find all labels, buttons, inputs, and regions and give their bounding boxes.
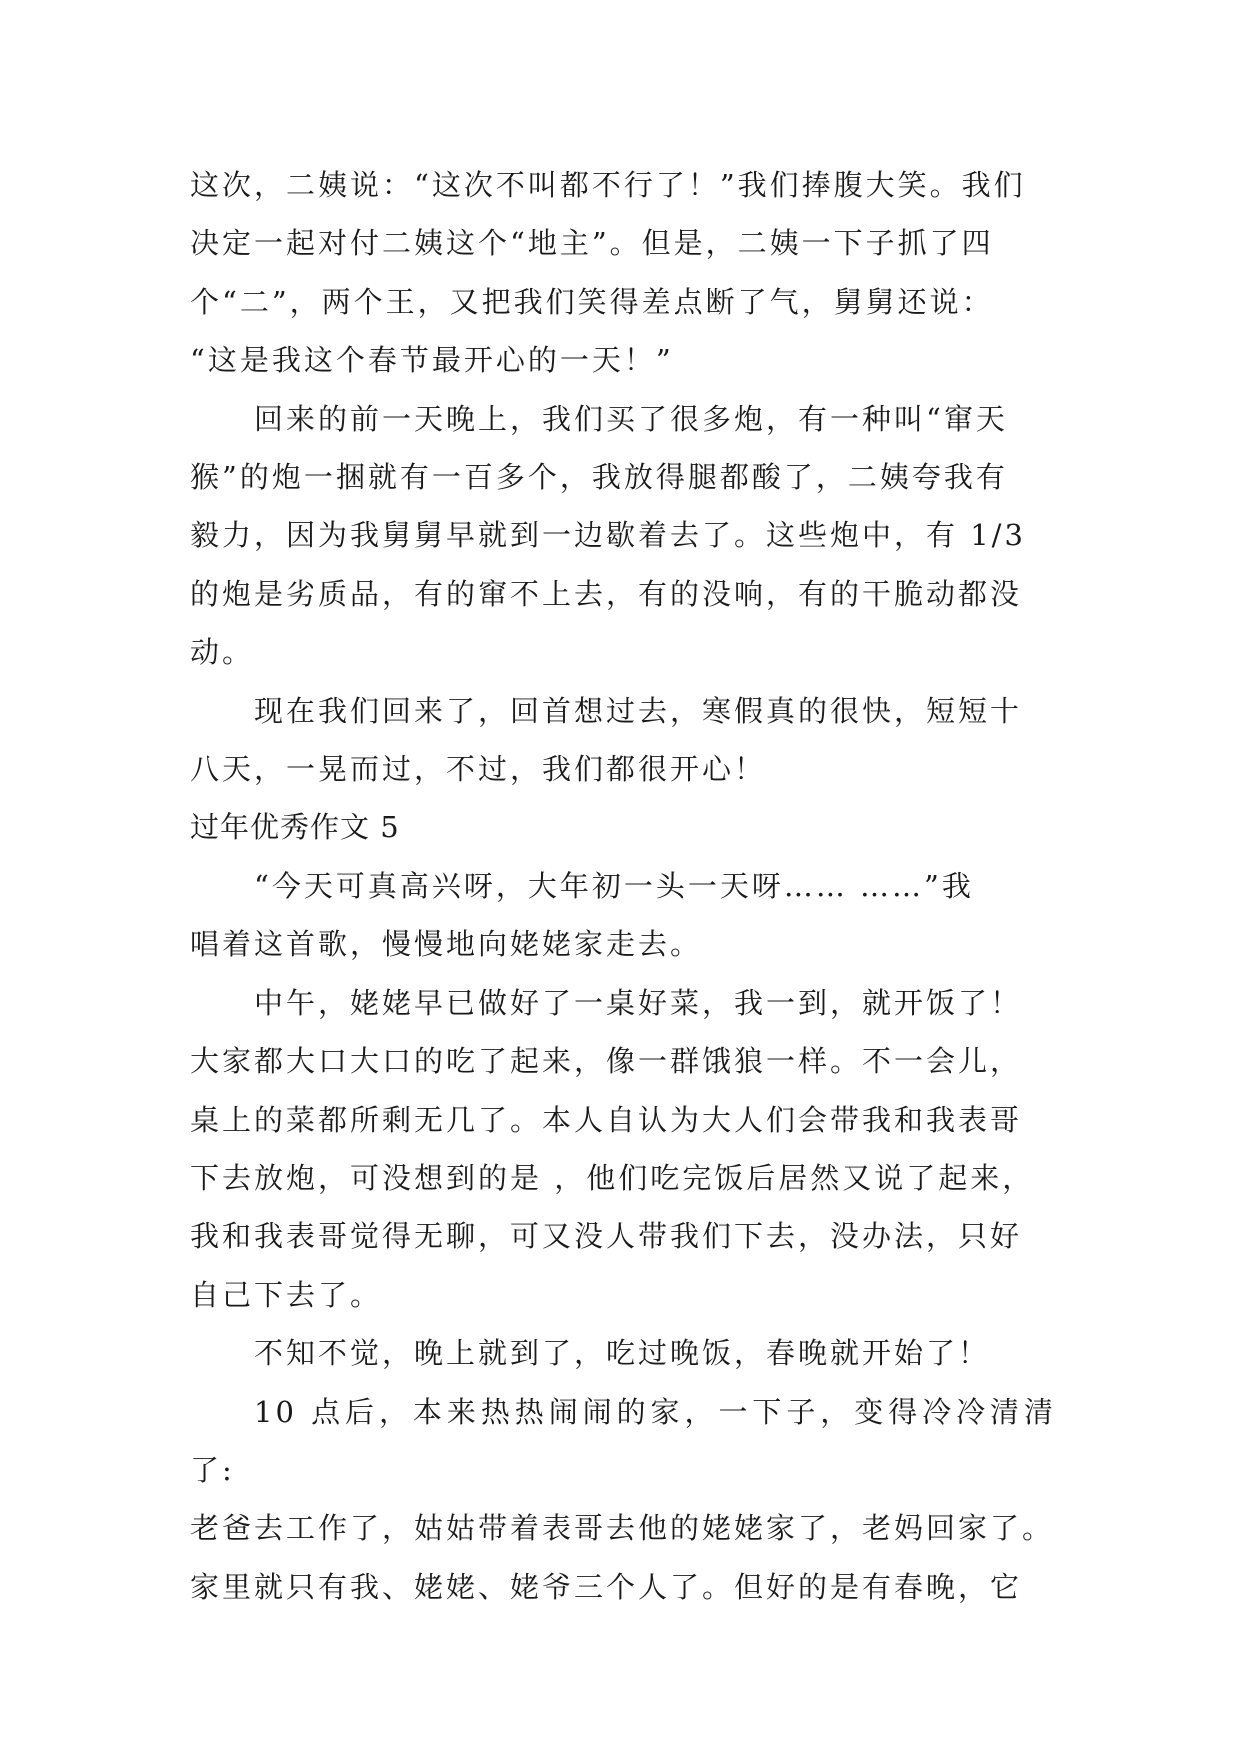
document-body [190,156,1056,1616]
text-line: 回来的前一天晚上，我们买了很多炮，有一种叫“窜天 [254,401,1008,436]
paragraph-return-home [190,682,1056,799]
text-line: 八天，一晃而过，不过，我们都很开心！ [190,752,767,787]
paragraph-lunch [190,974,1056,1324]
text-line: 动。 [190,635,255,670]
paragraph-ten-oclock [190,1383,1056,1617]
text-line: 现在我们回来了，回首想过去，寒假真的很快，短短十 [254,693,1023,728]
text-line: 这次，二姨说：“这次不叫都不行了！”我们捧腹大笑。我们 [190,168,1026,202]
text-line: 个“二”，两个王，又把我们笑得差点断了气，舅舅还说： [190,284,994,319]
text-line: 不知不觉，晚上就到了，吃过晚饭，春晚就开始了！ [254,1336,991,1371]
text-line: 的炮是劣质品，有的窜不上去，有的没响，有的干脆动都没 [190,576,1023,611]
text-line: 家里就只有我、姥姥、姥爷三个人了。但好的是有春晚，它 [190,1569,1023,1604]
text-line: 大家都大口大口的吃了起来，像一群饿狼一样。不一会儿， [190,1044,1023,1079]
text-line: 老爸去工作了，姑姑带着表哥去他的姥姥家了，老妈回家了。 [190,1511,1055,1546]
text-line: 10 点后，本来热热闹闹的家，一下子，变得冷冷清清了: [190,1394,1056,1487]
text-line: 决定一起对付二姨这个“地主”。但是，二姨一下子抓了四 [190,226,994,261]
text-line: “今天可真高兴呀，大年初一头一天呀…… ……”我 [254,868,974,903]
text-line: 自己下去了。 [190,1277,383,1312]
text-line: 中午，姥姥早已做好了一桌好菜，我一到，就开饭了！ [254,985,1023,1020]
text-line: 猴”的炮一捆就有一百多个，我放得腿都酸了，二姨夸我有 [190,460,1008,495]
text-line: 毅力，因为我舅舅早就到一边歇着去了。这些炮中，有 1/3 [190,518,1026,553]
text-line: 唱着这首歌，慢慢地向姥姥家走去。 [190,927,703,962]
text-line: 桌上的菜都所剩无几了。本人自认为大人们会带我和我表哥 [190,1102,1023,1137]
paragraph-spring-gala [190,1324,1056,1382]
text-line: 下去放炮，可没想到的是 ，他们吃完饭后居然又说了起来， [190,1160,1035,1195]
section-title: 过年优秀作文 5 [190,810,400,845]
paragraph-card-game [190,156,1056,390]
text-line: 我和我表哥觉得无聊，可又没人带我们下去，没办法，只好 [190,1219,1023,1254]
paragraph-firecrackers [190,390,1056,682]
paragraph-song [190,857,1056,974]
text-line: “这是我这个春节最开心的一天！” [190,343,674,378]
